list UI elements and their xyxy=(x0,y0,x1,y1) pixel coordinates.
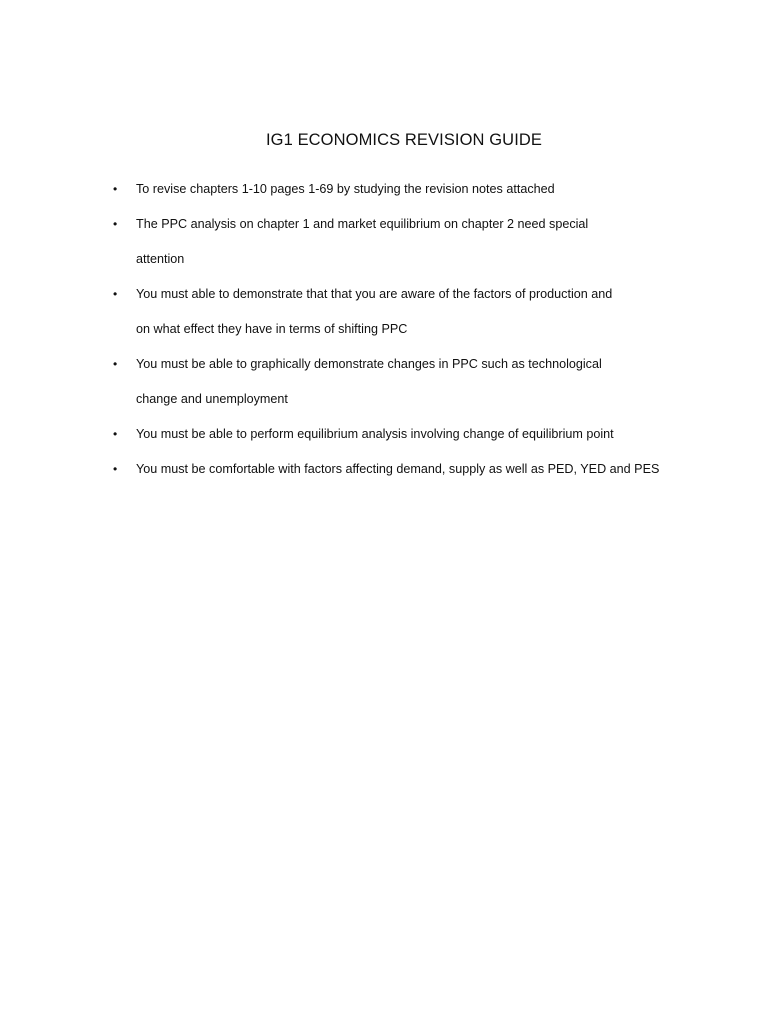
bullet-text-line: You must be comfortable with factors affecting demand, supply as well as PED, YED and PES xyxy=(136,462,660,476)
bullet-icon: • xyxy=(113,182,118,196)
bullet-icon: • xyxy=(113,462,118,476)
bullet-item xyxy=(110,277,710,347)
bullet-text-line: You must be able to perform equilibrium analysis involving change of equilibrium point xyxy=(136,427,614,441)
bullet-icon: • xyxy=(113,427,118,441)
bullet-icon: • xyxy=(113,357,118,371)
bullet-text-line: The PPC analysis on chapter 1 and market equilibrium on chapter 2 need special xyxy=(136,217,589,231)
bullet-item xyxy=(110,417,710,452)
bullet-text-line: change and unemployment xyxy=(136,392,288,406)
revision-bullet-list xyxy=(110,172,710,487)
bullet-item xyxy=(110,347,710,417)
document-title: IG1 ECONOMICS REVISION GUIDE xyxy=(265,131,542,149)
bullet-item xyxy=(110,452,710,487)
bullet-text-line: To revise chapters 1-10 pages 1-69 by studying the revision notes attached xyxy=(136,182,555,196)
bullet-item xyxy=(110,172,710,207)
bullet-text-line: attention xyxy=(136,252,185,266)
bullet-item xyxy=(110,207,710,277)
bullet-text-line: on what effect they have in terms of shifting PPC xyxy=(136,322,408,336)
bullet-icon: • xyxy=(113,287,118,301)
bullet-text-line: You must be able to graphically demonstrate changes in PPC such as technological xyxy=(136,357,602,371)
bullet-icon: • xyxy=(113,217,118,231)
bullet-text-line: You must able to demonstrate that that you are aware of the factors of production and xyxy=(136,287,613,301)
